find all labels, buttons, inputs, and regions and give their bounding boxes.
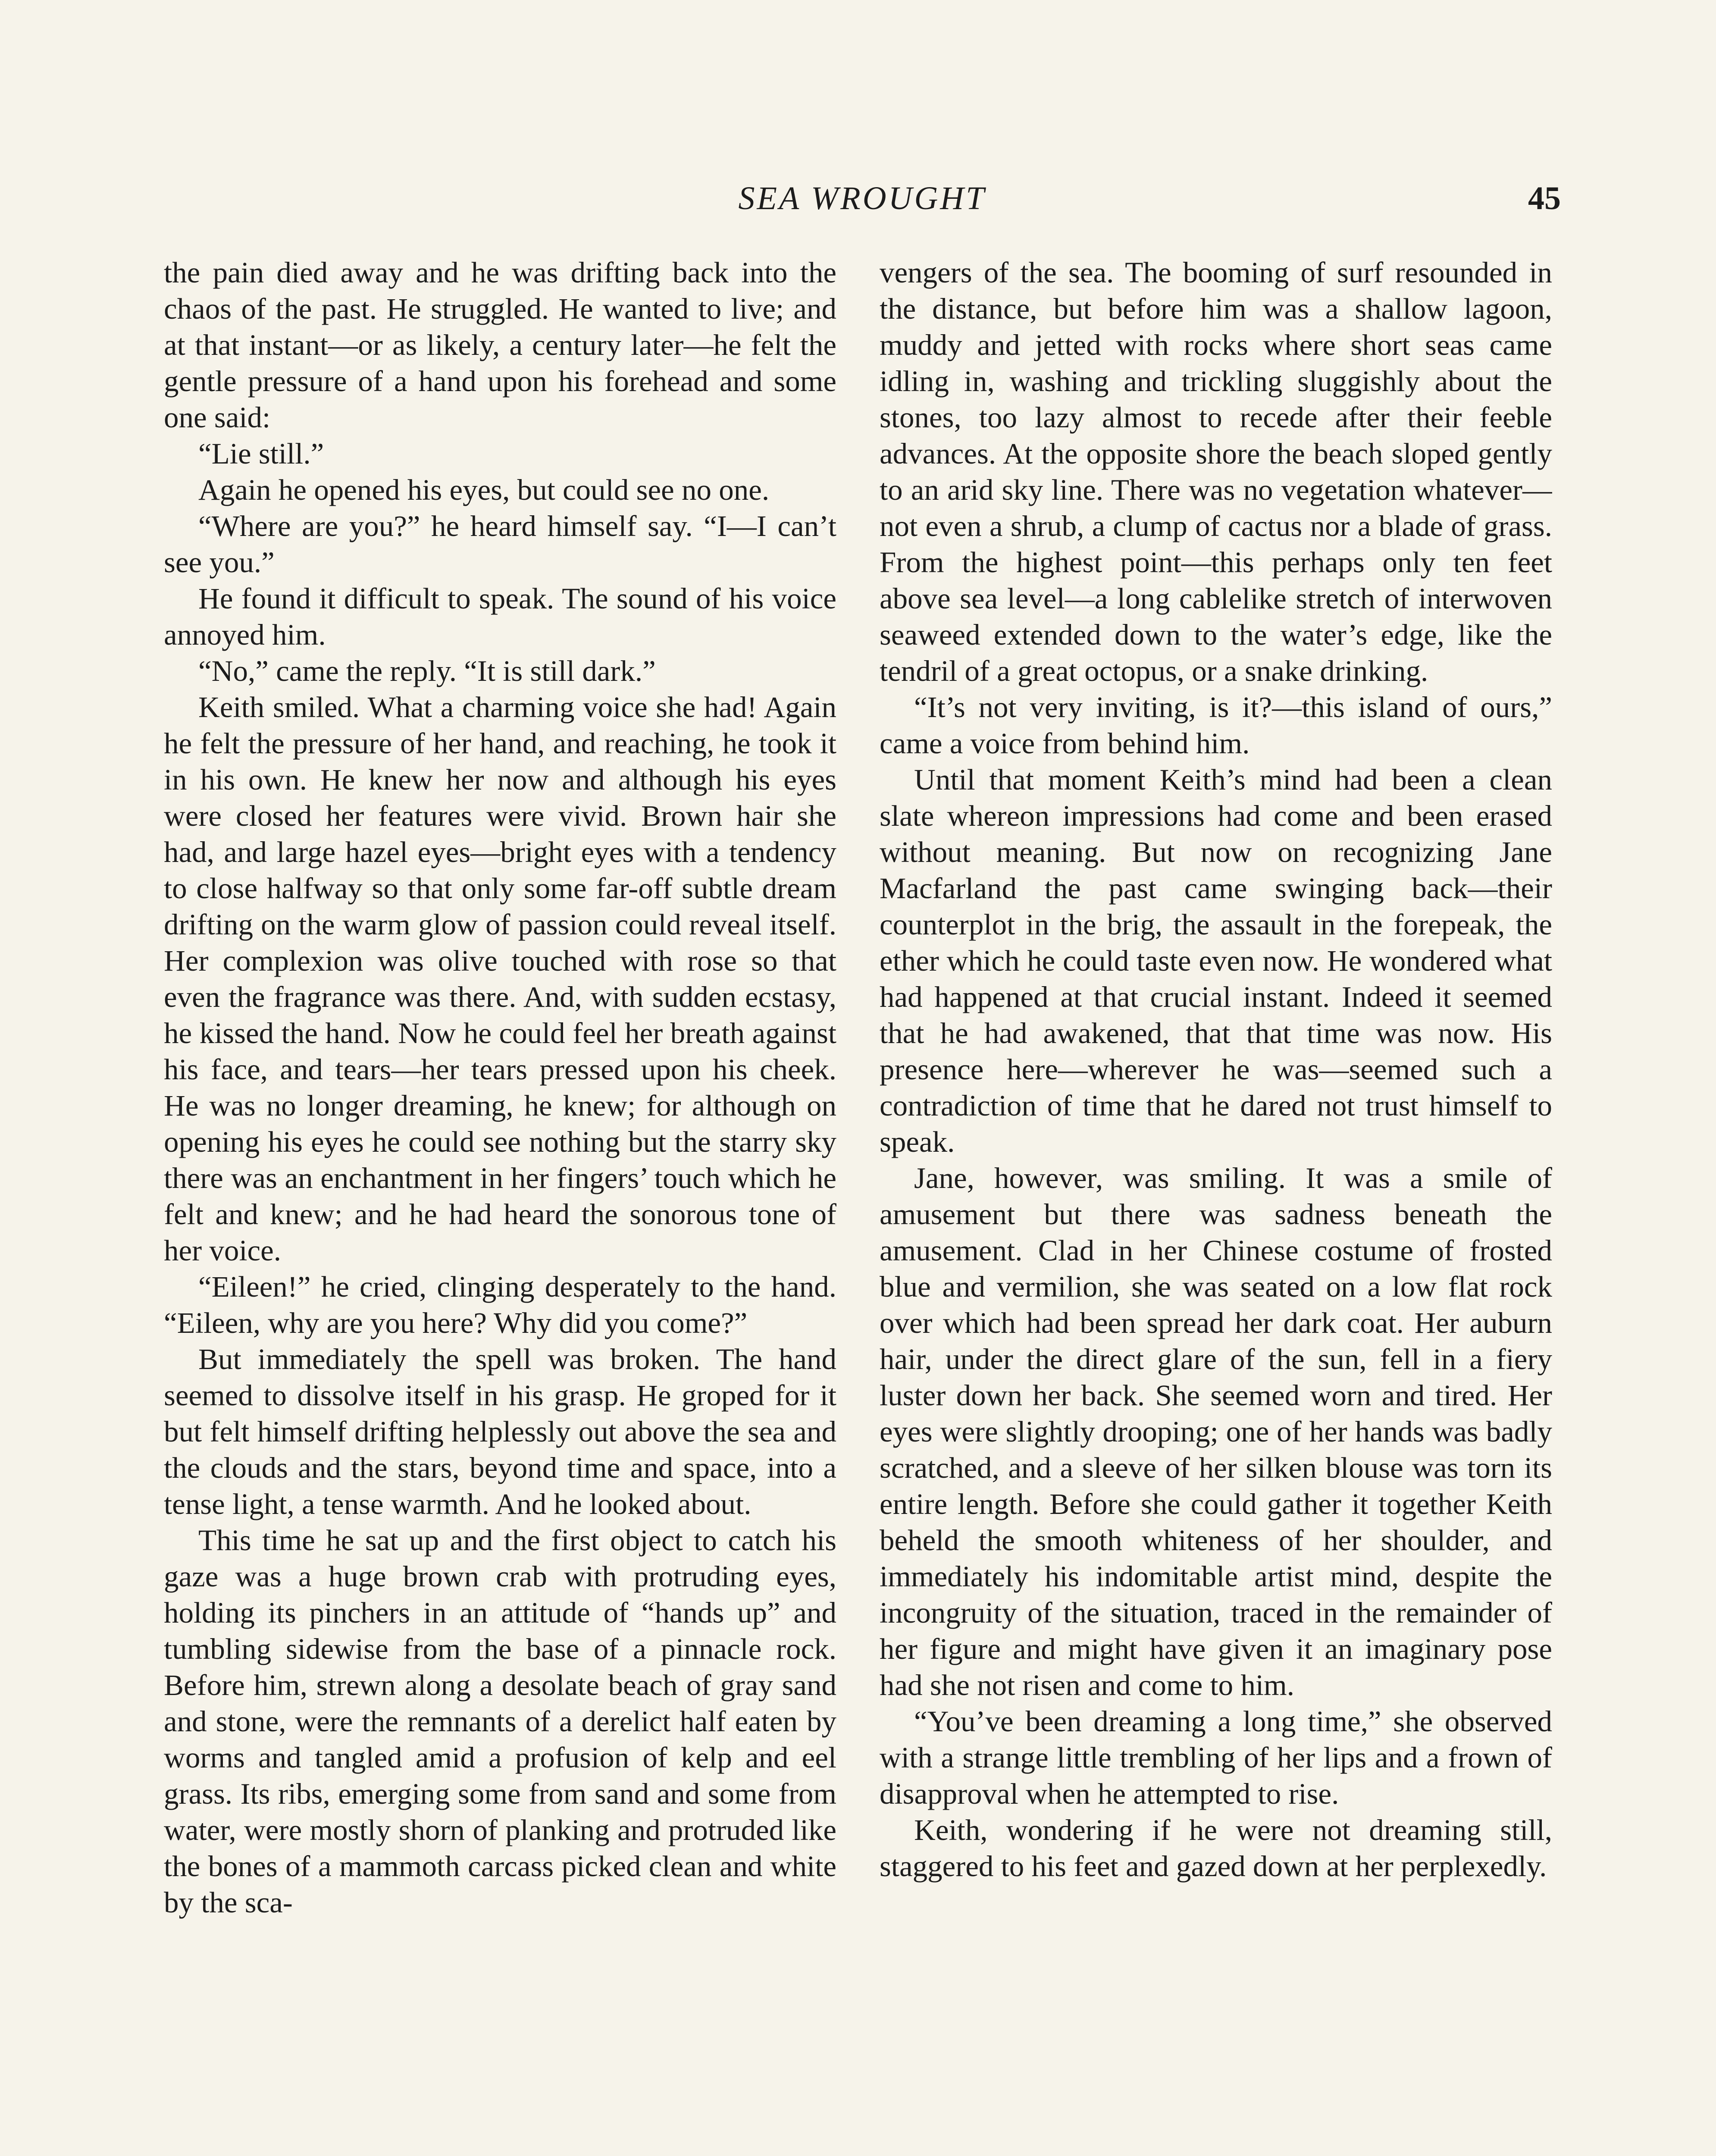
paragraph: vengers of the sea. The booming of surf resounded in the distance, but before him was a shallow lagoon, muddy and jetted with rocks where short seas came idling in, washing and trickling sluggishly about the stones, too lazy almost to recede after their feeble advances. At the opposite shore the beach sloped gently to an arid sky line. There was no vegetation whatever—not even a shrub, a clump of cactus nor a blade of grass. From the highest point—this perhaps only ten feet above sea level—a long cablelike stretch of interwoven seaweed extended down to the water’s edge, like the tendril of a great octopus, or a snake drinking. [880, 256, 1552, 687]
paragraph: “It’s not very inviting, is it?—this island of ours,” came a voice from behind him. [880, 691, 1552, 760]
paragraph: “Where are you?” he heard himself say. “I—I can’t see you.” [164, 510, 836, 579]
paragraph: Again he opened his eyes, but could see no one. [198, 473, 770, 506]
running-head [164, 175, 1561, 222]
paragraph: “Lie still.” [198, 437, 324, 470]
running-title: SEA WROUGHT [738, 180, 986, 216]
paragraph: the pain died away and he was drifting back into the chaos of the past. He struggled. He wanted to live; and at that instant—or as likely, a century later—he felt the gentle pressure of a hand upon his forehead and some one said: [164, 256, 836, 434]
paragraph: Keith smiled. What a charming voice she had! Again he felt the pressure of her hand, and reaching, he took it in his own. He knew her now and although his eyes were closed her features were vivid. Brown hair she had, and large hazel eyes—bright eyes with a tendency to close halfway so that only some far-off subtle dream drifting on the warm glow of passion could reveal itself. Her complexion was olive touched with rose so that even the fragrance was there. And, with sudden ecstasy, he kissed the hand. Now he could feel her breath against his face, and tears—her tears pressed upon his cheek. He was no longer dreaming, he knew; for although on opening his eyes he could see nothing but the starry sky there was an enchantment in her fingers’ touch which he felt and knew; and he had heard the sonorous tone of her voice. [164, 691, 836, 1267]
right-column [880, 254, 1552, 2156]
paragraph: This time he sat up and the first object to catch his gaze was a huge brown crab with protruding eyes, holding its pinchers in an attitude of “hands up” and tumbling sidewise from the base of a pinnacle rock. Before him, strewn along a desolate beach of gray sand and stone, were the remnants of a derelict half eaten by worms and tangled amid a profusion of kelp and eel grass. Its ribs, emerging some from sand and some from water, were mostly shorn of planking and protruded like the bones of a mammoth carcass picked clean and white by the sca- [164, 1524, 836, 1919]
left-column [164, 254, 836, 2156]
paragraph: “Eileen!” he cried, clinging desperately to the hand. “Eileen, why are you here? Why did you come?” [164, 1270, 836, 1339]
paragraph: He found it difficult to speak. The sound of his voice annoyed him. [164, 582, 836, 651]
paragraph: But immediately the spell was broken. The hand seemed to dissolve itself in his grasp. He groped for it but felt himself drifting helplessly out above the sea and the clouds and the stars, beyond time and space, into a tense light, a tense warmth. And he looked about. [164, 1343, 836, 1520]
paragraph: Jane, however, was smiling. It was a smile of amusement but there was sadness beneath the amusement. Clad in her Chinese costume of frosted blue and vermilion, she was seated on a low flat rock over which had been spread her dark coat. Her auburn hair, under the direct glare of the sun, fell in a fiery luster down her back. She seemed worn and tired. Her eyes were slightly drooping; one of her hands was badly scratched, and a sleeve of her silken blouse was torn its entire length. Before she could gather it together Keith beheld the smooth whiteness of her shoulder, and immediately his indomitable artist mind, despite the incongruity of the situation, traced in the remainder of her figure and might have given it an imaginary pose had she not risen and come to him. [880, 1162, 1552, 1702]
paragraph: Until that moment Keith’s mind had been a clean slate whereon impressions had come and been erased without meaning. But now on recognizing Jane Macfarland the past came swinging back—their counterplot in the brig, the assault in the forepeak, the ether which he could taste even now. He wondered what had happened at that crucial instant. Indeed it seemed that he had awakened, that that time was now. His presence here—wherever he was—seemed such a contradiction of time that he dared not trust himself to speak. [880, 763, 1552, 1158]
page-number: 45 [1528, 180, 1561, 216]
paragraph: “You’ve been dreaming a long time,” she observed with a strange little trembling of her lips and a frown of disapproval when he attempted to rise. [880, 1705, 1552, 1810]
paragraph: Keith, wondering if he were not dreaming still, staggered to his feet and gazed down at her perplexedly. [880, 1814, 1552, 1883]
paragraph: “No,” came the reply. “It is still dark.” [198, 655, 656, 687]
